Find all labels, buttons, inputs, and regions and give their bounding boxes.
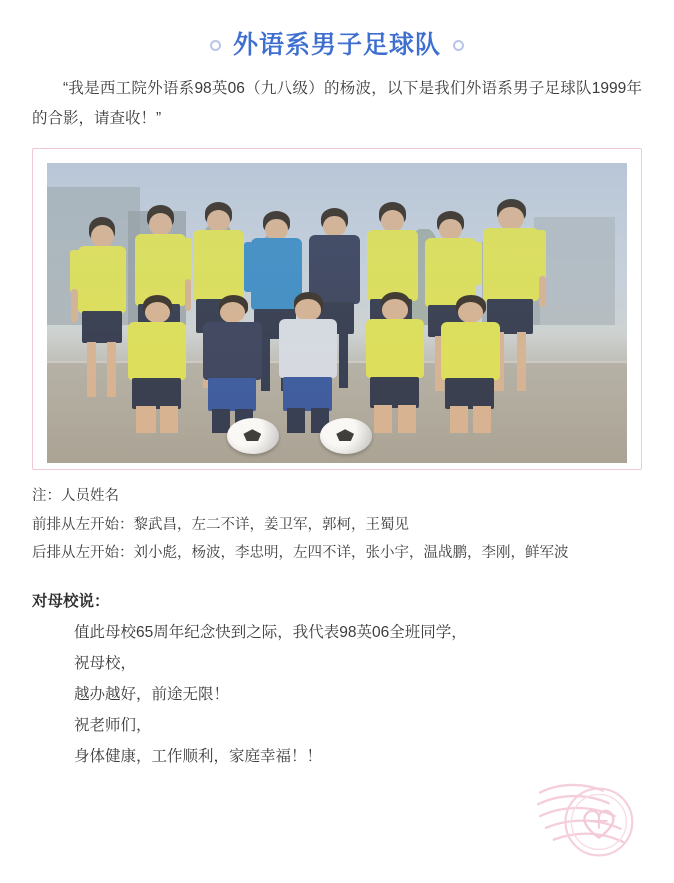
caption-back-row: 后排从左开始：刘小彪，杨波，李忠明，左四不详，张小宇，温战鹏，李刚，鲜军波: [32, 544, 569, 561]
page-title-row: [22, 30, 652, 60]
title-left-dot-icon: [210, 40, 221, 51]
player-front-4: [360, 292, 430, 433]
player-front-5: [436, 295, 506, 433]
message-line-3: 越办越好，前途无限！: [74, 686, 230, 704]
heart-postmark-stamp-icon: [534, 767, 652, 875]
message-line-4: 祝老师们，: [74, 717, 152, 735]
caption-front-row: 前排从左开始：黎武昌，左二不详，姜卫军，郭柯，王蜀见: [32, 516, 409, 533]
page-title: 外语系男子足球队: [232, 31, 441, 59]
team-photo: [47, 163, 627, 463]
title-right-dot-icon: [453, 40, 464, 51]
message-line-1: 值此母校65周年纪念快到之际，我代表98英06全班同学，: [74, 624, 467, 642]
player-front-1: [122, 295, 192, 433]
background-building: [534, 217, 615, 325]
page-container: [0, 30, 674, 883]
message-title: 对母校说：: [32, 593, 110, 611]
photo-captions: [32, 482, 642, 567]
caption-note-label: 注：人员姓名: [32, 488, 119, 505]
player-front-3: [273, 292, 343, 433]
player-front-2: [198, 295, 268, 433]
message-line-5: 身体健康，工作顺利，家庭幸福！！: [74, 748, 323, 766]
photo-frame: [32, 148, 642, 470]
soccer-ball: [320, 418, 372, 454]
message-line-2: 祝母校，: [74, 655, 137, 673]
intro-paragraph: “我是西工院外语系98英06（九八级）的杨波，以下是我们外语系男子足球队1999年的合影，请查收！”: [32, 80, 642, 128]
